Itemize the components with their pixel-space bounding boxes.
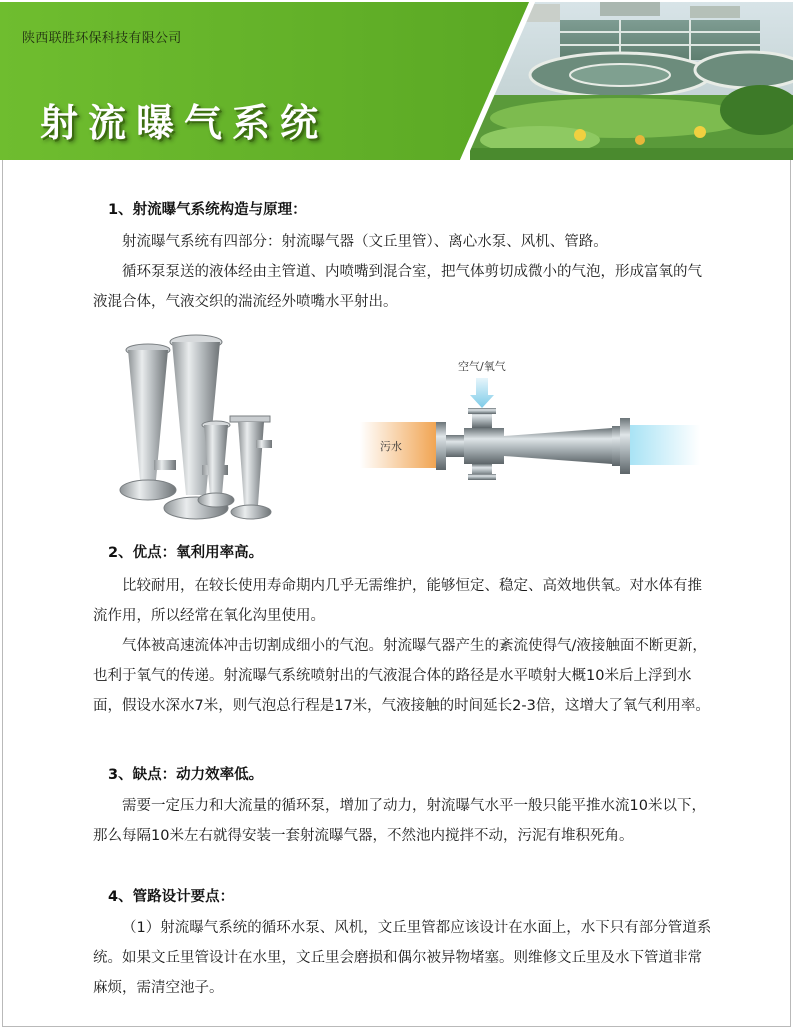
air-oxygen-label: 空气/氧气	[458, 360, 506, 373]
section-heading-pipe-design: 4、管路设计要点：	[108, 889, 235, 905]
paragraph-principle: 循环泵泵送的液体经由主管道、内喷嘴到混合室，把气体剪切成微小的气泡，形成富氧的气液混合体，气液交织的湍流经外喷嘴水平射出。	[93, 264, 702, 310]
section-heading-disadvantages: 3、缺点：动力效率低。	[108, 767, 264, 783]
paragraph-power-efficiency: 需要一定压力和大流量的循环泵，增加了动力，射流曝气水平一般只能平推水流10米以下，那么每隔10米左右就得安装一套射流曝气器，不然池内搅拌不动，污泥有堆积死角。	[93, 798, 706, 844]
paragraph-durability: 比较耐用，在较长使用寿命期内几乎无需维护，能够恒定、稳定、高效地供氧。对水体有推流作用，所以经常在氧化沟里使用。	[93, 578, 702, 624]
paragraph-pipe-design: （1）射流曝气系统的循环水泵、风机，文丘里管都应该设计在水面上，水下只有部分管道系统。如果文丘里管设计在水里，文丘里会磨损和偶尔被异物堵塞。则维修文丘里及水下管道非常麻烦，需清空池子。	[93, 920, 712, 996]
jet-aerator-product-photo	[118, 330, 298, 530]
section-heading-structure: 1、射流曝气系统构造与原理：	[108, 202, 307, 218]
venturi-diagram	[360, 340, 700, 490]
section-heading-advantages: 2、优点：氧利用率高。	[108, 545, 264, 561]
page-title: 射流曝气系统	[40, 101, 329, 145]
header-banner	[0, 0, 793, 160]
paragraph-components: 射流曝气系统有四部分：射流曝气器（文丘里管）、离心水泵、风机、管路。	[122, 234, 608, 250]
paragraph-oxygen-transfer: 气体被高速流体冲击切割成细小的气泡。射流曝气器产生的紊流使得气/液接触面不断更新，也利于氧气的传递。射流曝气系统喷射出的气液混合体的路径是水平喷射大概10米后上浮到水面，假设水深水7米，则气泡总行程是17米，气液接触的时间延长2-3倍，这增大了氧气利用率。	[93, 638, 710, 714]
sewage-label: 污水	[380, 440, 402, 453]
company-name: 陕西联胜环保科技有限公司	[22, 31, 182, 46]
